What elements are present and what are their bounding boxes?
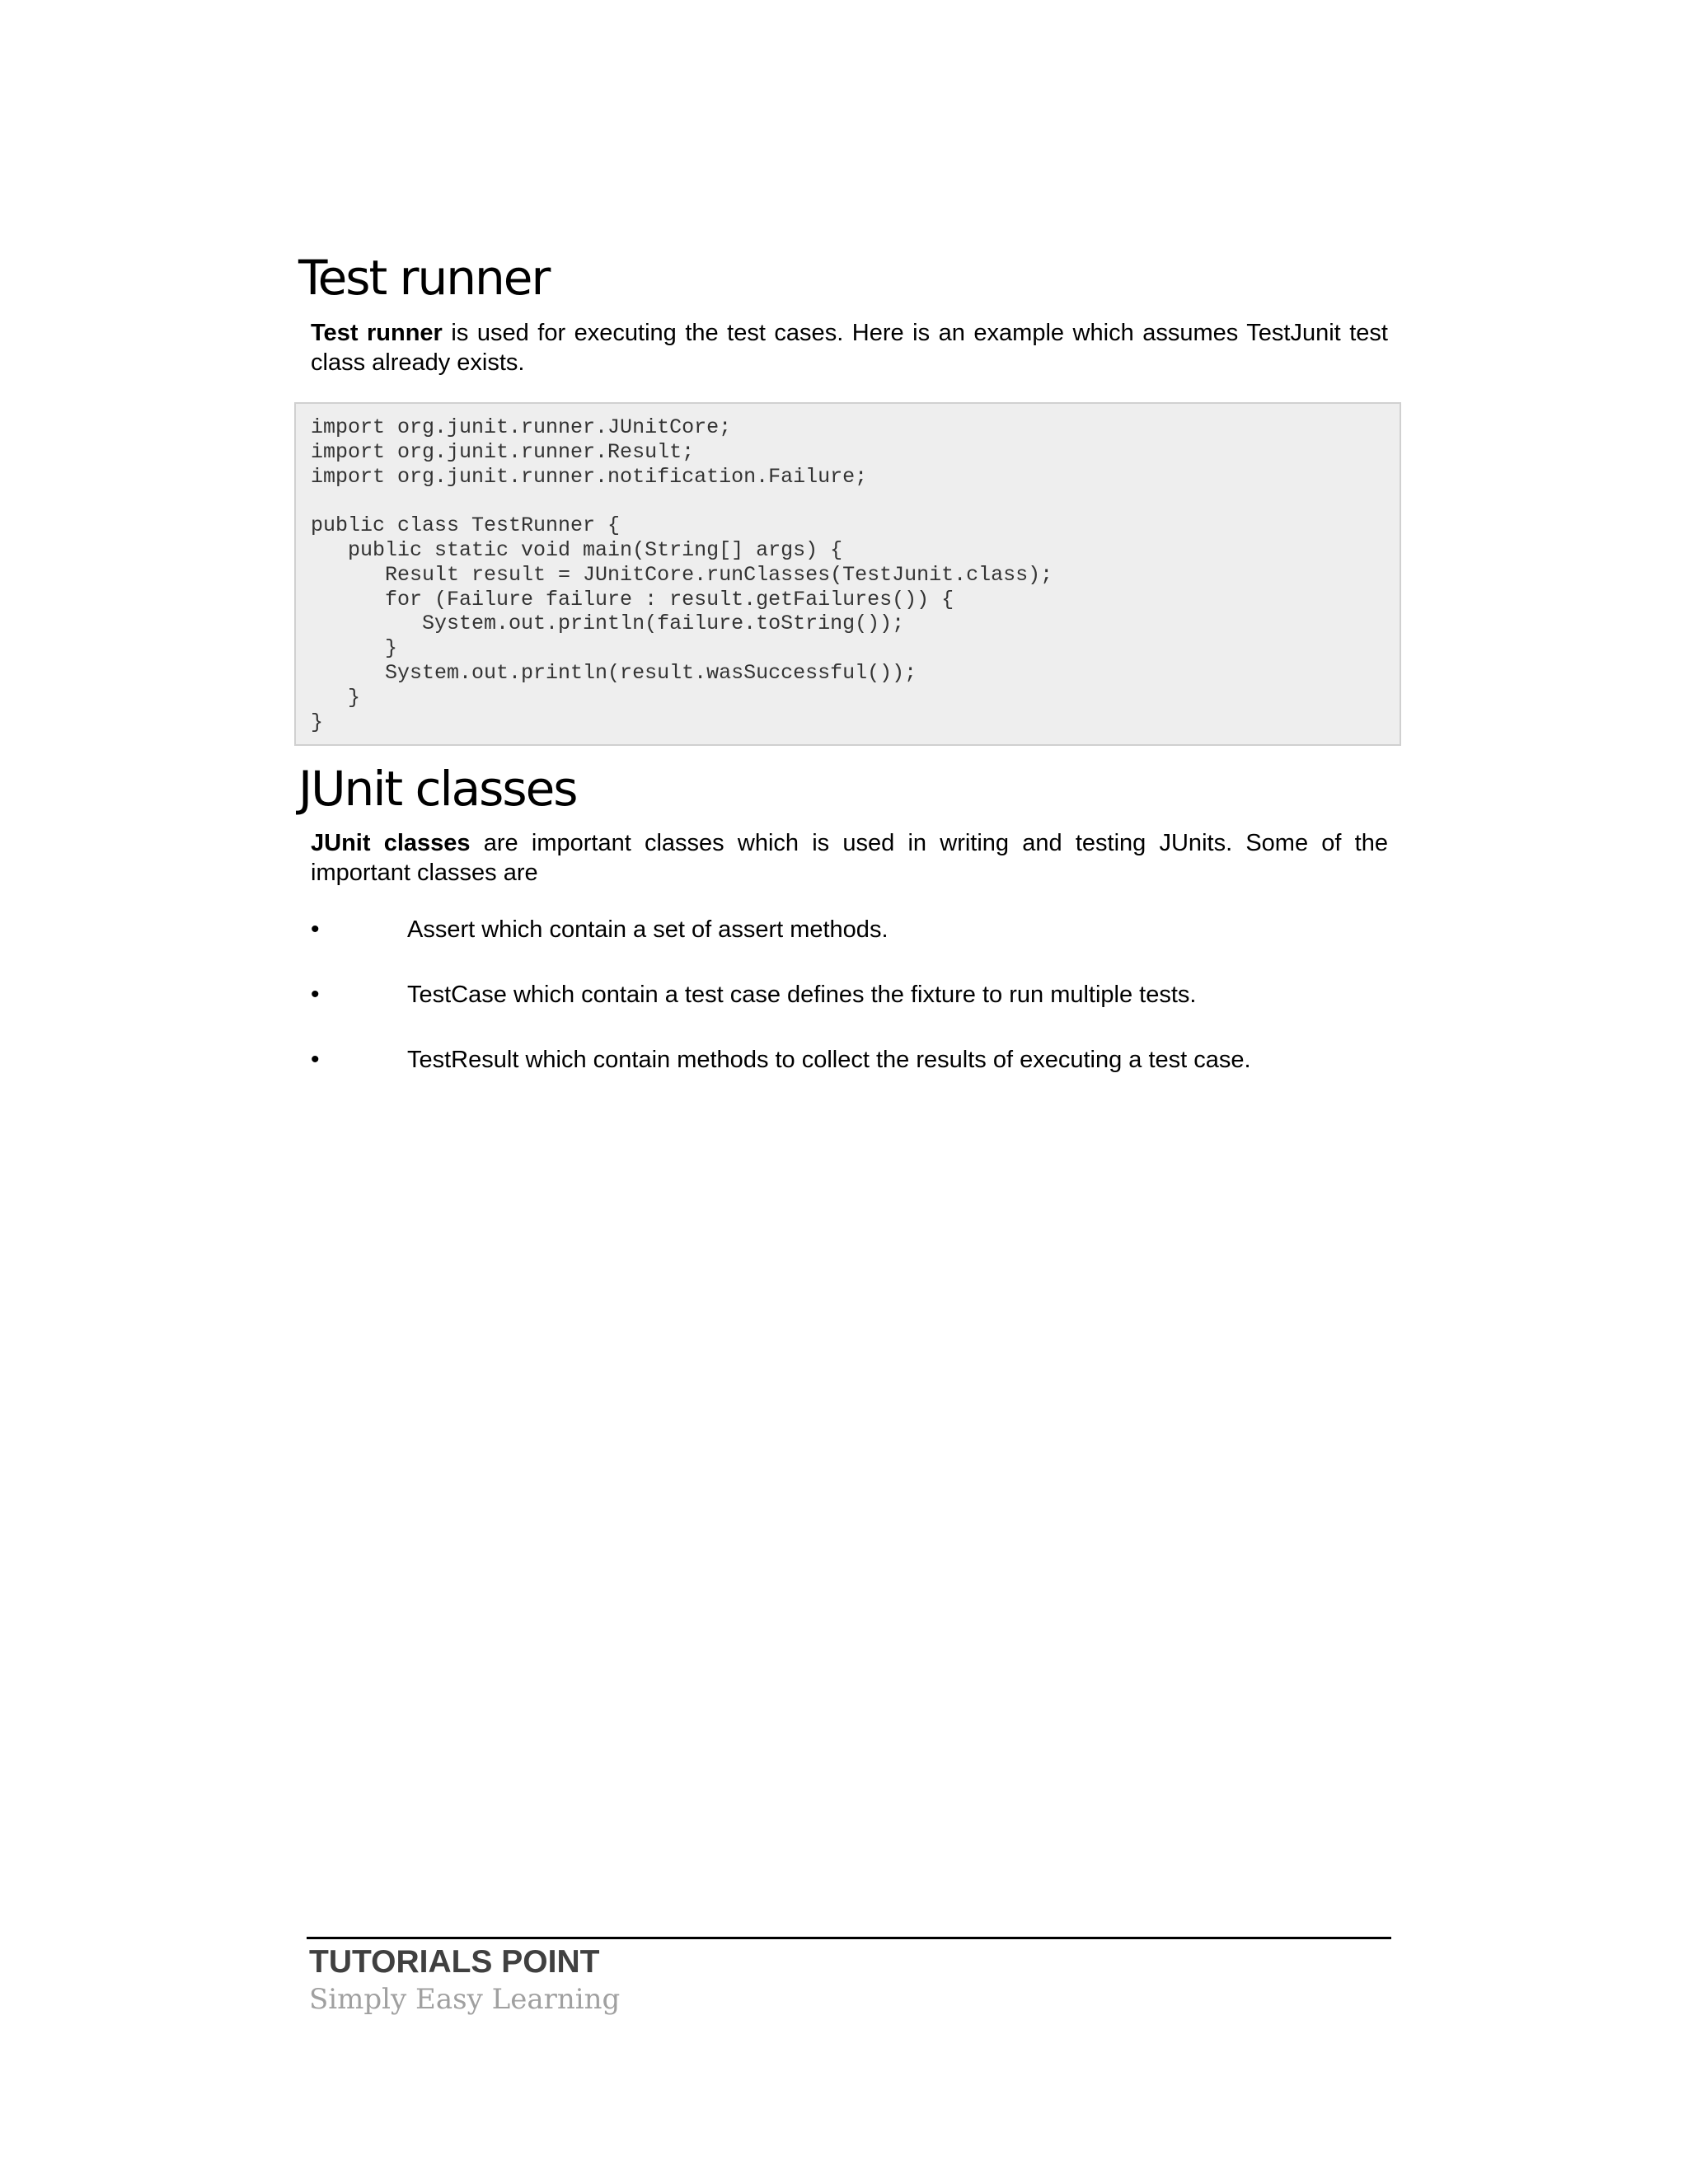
code-block bbox=[294, 402, 1401, 746]
bullet-icon: • bbox=[311, 981, 320, 1008]
section-heading-junit-classes: JUnit classes bbox=[298, 761, 577, 817]
list-item bbox=[311, 915, 1399, 944]
list-item-text: TestCase which contain a test case defines the fixture to run multiple tests. bbox=[407, 982, 1197, 1008]
bullet-icon: • bbox=[311, 1046, 320, 1073]
junit-classes-term: JUnit classes bbox=[311, 830, 471, 856]
code-listing: import org.junit.runner.JUnitCore; import org.junit.runner.Result; import org.junit.runner.notification.Failure; public class TestRunner { public static void main(String[] args) { Result result = JUnitCore.runClasses(TestJunit.class); for (Failure failure : result.getFailures()) { System.out.println(failure.toString()); } System.out.println(result.wasSuccessful()); } } bbox=[311, 415, 1053, 734]
section-heading-test-runner: Test runner bbox=[298, 250, 550, 306]
test-runner-description-text: is used for executing the test cases. Here is an example which assumes TestJunit test class already exists. bbox=[311, 320, 1388, 376]
list-item-text: Assert which contain a set of assert methods. bbox=[407, 916, 889, 943]
test-runner-term: Test runner bbox=[311, 320, 443, 346]
junit-classes-list bbox=[311, 915, 1399, 1110]
list-item bbox=[311, 980, 1399, 1010]
junit-classes-description-text: are important classes which is used in writing and testing JUnits. Some of the important classes are bbox=[311, 830, 1388, 886]
footer-brand: TUTORIALS POINT bbox=[309, 1944, 600, 1980]
junit-classes-description bbox=[311, 828, 1388, 888]
list-item bbox=[311, 1045, 1399, 1075]
bullet-icon: • bbox=[311, 916, 320, 943]
list-item-text: TestResult which contain methods to collect the results of executing a test case. bbox=[407, 1047, 1251, 1073]
test-runner-description bbox=[311, 318, 1388, 377]
footer-tagline: Simply Easy Learning bbox=[309, 1983, 621, 2016]
footer-divider bbox=[307, 1937, 1391, 1939]
